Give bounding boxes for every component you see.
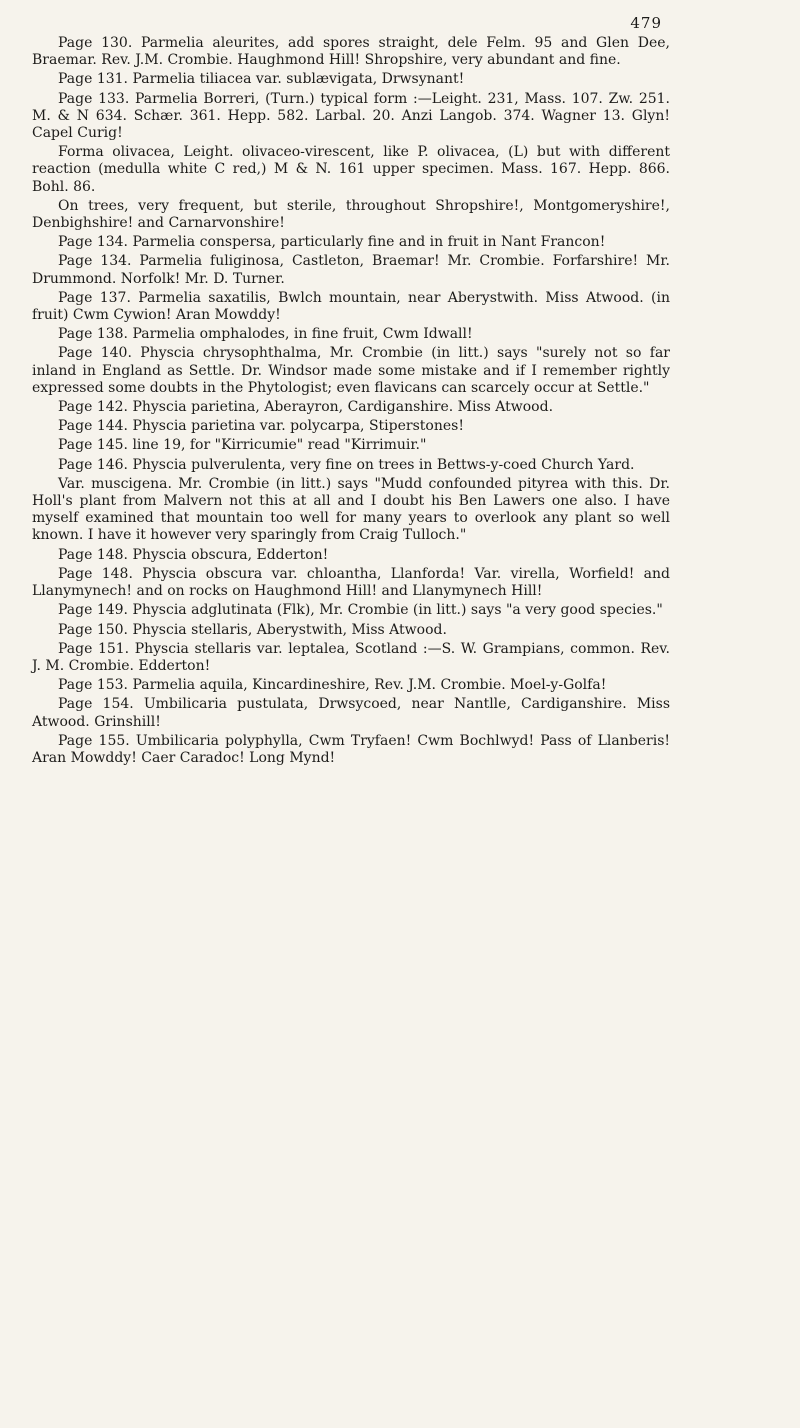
entry-kirrimuir-correction: Page 145. line 19, for "Kirricumie" read "Kirrimuir." [58,437,427,454]
entry-forma-olivacea: Forma olivacea, Leight. olivaceo-virescent, like P. olivacea, (L) but with different reaction (medulla white C red,) M & N. 161 upper specimen. Mass. 167. Hepp. 866. Bohl. 86. [32,144,670,195]
entry-parmelia-aleurites: Page 130. Parmelia aleurites, add spores straight, dele Felm. 95 and Glen Dee, Braemar. Rev. J.M. Crombie. Haughmond Hill! Shropshire, very abundant and fine. [32,35,670,69]
entry-var-muscigena: Var. muscigena. Mr. Crombie (in litt.) says "Mudd confounded pityrea with this. Dr. Holl's plant from Malvern not this at all and I doubt his Ben Lawers one also. I have myself examined that mountain too well for many years to overlook any plant so well known. I have it however very sparingly from Craig Tulloch." [32,475,670,544]
entry-parmelia-borreri: Page 133. Parmelia Borreri, (Turn.) typical form :—Leight. 231, Mass. 107. Zw. 251. M. & N 634. Schær. 361. Hepp. 582. Larbal. 20. Anzi Langob. 374. Wagner 13. Glyn! Capel Curig! [32,90,670,142]
entry-physcia-stellaris: Page 150. Physcia stellaris, Aberystwith, Miss Atwood. [58,621,447,638]
entry-physcia-obscura: Page 148. Physcia obscura, Edderton! [58,546,329,563]
entry-umbilicaria-polyphylla: Page 155. Umbilicaria polyphylla, Cwm Tryfaen! Cwm Bochlwyd! Pass of Llanberis! Aran Mowddy! Caer Caradoc! Long Mynd! [32,732,670,766]
entry-on-trees: On trees, very frequent, but sterile, throughout Shropshire!, Montgomeryshire!, Denbighshire! and Carnarvonshire! [32,197,670,232]
entry-parmelia-saxatilis: Page 137. Parmelia saxatilis, Bwlch mountain, near Aberystwith. Miss Atwood. (in fruit) Cwm Cywion! Aran Mowddy! [32,289,670,324]
entry-physcia-obscura-chloantha: Page 148. Physcia obscura var. chloantha, Llanforda! Var. virella, Worfield! and Llanymynech! and on rocks on Haughmond Hill! and Llanymynech Hill! [32,565,670,600]
entry-physcia-chrysophthalma: Page 140. Physcia chrysophthalma, Mr. Crombie (in litt.) says "surely not so far inland in England as Settle. Dr. Windsor made some mistake and if I remember rightly expressed some doubts in the Phytologist; even flavicans can scarcely occur at Settle." [32,345,670,396]
entry-physcia-parietina-polycarpa: Page 144. Physcia parietina var. polycarpa, Stiperstones! [58,418,464,435]
entry-parmelia-conspersa: Page 134. Parmelia conspersa, particularly fine and in fruit in Nant Francon! [58,234,606,251]
entry-umbilicaria-pustulata: Page 154. Umbilicaria pustulata, Drwsycoed, near Nantlle, Cardiganshire. Miss Atwood. Grinshill! [32,696,670,730]
entry-parmelia-aquila: Page 153. Parmelia aquila, Kincardineshire, Rev. J.M. Crombie. Moel-y-Golfa! [58,677,607,694]
entry-physcia-parietina: Page 142. Physcia parietina, Aberayron, Cardiganshire. Miss Atwood. [58,399,554,416]
page-number: 479 [630,14,662,32]
entry-physcia-pulverulenta: Page 146. Physcia pulverulenta, very fine on trees in Bettws-y-coed Church Yard. [58,456,635,473]
entry-parmelia-fuliginosa: Page 134. Parmelia fuliginosa, Castleton, Braemar! Mr. Crombie. Forfarshire! Mr. Drummond. Norfolk! Mr. D. Turner. [32,253,670,287]
entry-parmelia-tiliacea: Page 131. Parmelia tiliacea var. sublævigata, Drwsynant! [58,71,465,88]
page-text [32,35,670,769]
entry-parmelia-omphalodes: Page 138. Parmelia omphalodes, in fine fruit, Cwm Idwall! [58,326,473,343]
entry-physcia-stellaris-leptalea: Page 151. Physcia stellaris var. leptalea, Scotland :—S. W. Grampians, common. Rev. J. M. Crombie. Edderton! [32,640,670,674]
entry-physcia-adglutinata: Page 149. Physcia adglutinata (Flk), Mr. Crombie (in litt.) says "a very good species." [58,602,663,619]
